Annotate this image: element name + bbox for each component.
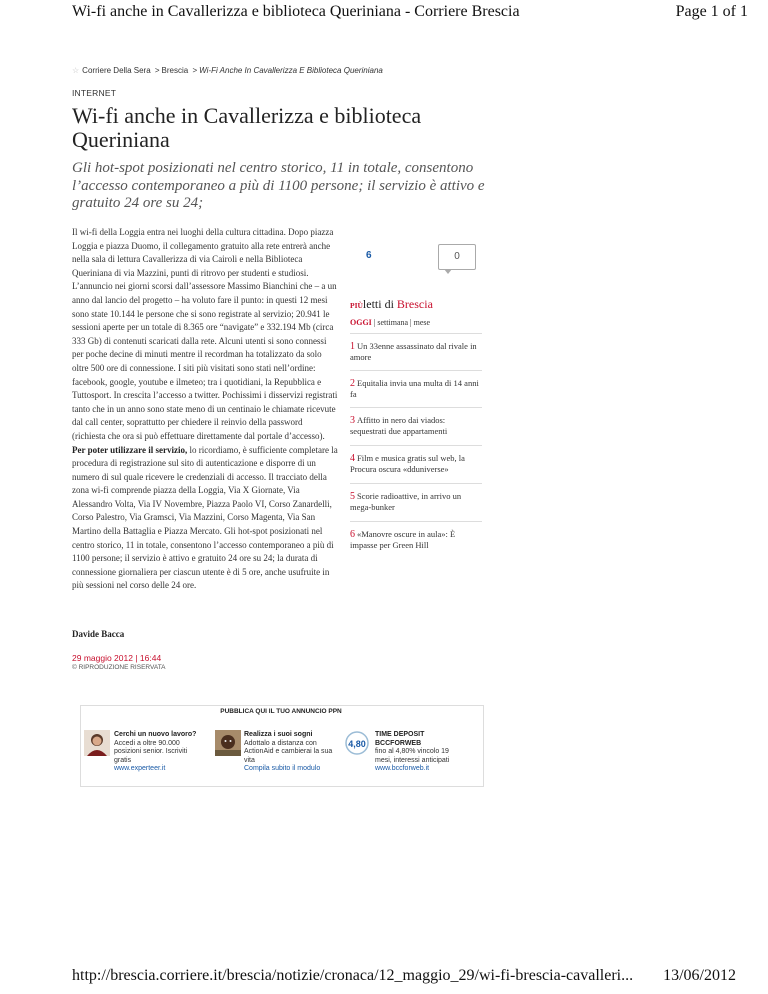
most-read-headline[interactable]: Un 33enne assassinato dal rivale in amore	[350, 341, 477, 362]
share-count[interactable]: 6	[366, 250, 372, 261]
most-read-city: Brescia	[396, 297, 433, 311]
ad-person-thumbnail[interactable]	[84, 730, 110, 756]
article-title: Wi-fi anche in Cavallerizza e biblioteca Queriniana	[72, 103, 422, 152]
tab-separator: |	[371, 318, 378, 327]
breadcrumb-current: Wi-Fi Anche In Cavallerizza E Biblioteca Queriniana	[199, 66, 383, 75]
copyright-notice: © RIPRODUZIONE RISERVATA	[72, 664, 166, 671]
most-read-headline[interactable]: Scorie radioattive, in arrivo un mega-bunker	[350, 491, 462, 512]
divider	[350, 370, 482, 371]
print-footer-date: 13/06/2012	[663, 967, 736, 984]
most-read-tabs	[350, 318, 430, 327]
print-header-title: Wi-fi anche in Cavallerizza e biblioteca Queriniana - Corriere Brescia	[72, 3, 520, 20]
breadcrumb-item-corriere[interactable]: Corriere Della Sera	[82, 66, 151, 75]
divider	[350, 407, 482, 408]
ad-rate-badge[interactable]	[344, 730, 370, 756]
most-read-title-text: letti di	[362, 297, 397, 311]
most-read-item[interactable]	[350, 341, 482, 362]
star-icon: ☆	[72, 66, 80, 75]
most-read-rank: 6	[350, 529, 355, 540]
most-read-prefix: PIÙ	[350, 301, 363, 310]
ad-title[interactable]: Cerchi un nuovo lavoro?	[114, 731, 197, 738]
most-read-rank: 5	[350, 491, 355, 502]
ad-header[interactable]: PUBBLICA QUI IL TUO ANNUNCIO PPN	[220, 708, 342, 715]
most-read-headline[interactable]: «Manovre oscure in aula»: È impasse per Green Hill	[350, 529, 456, 550]
ad-child-thumbnail[interactable]	[215, 730, 241, 756]
divider	[350, 445, 482, 446]
ad-title[interactable]: TIME DEPOSIT BCCFORWEB	[375, 731, 425, 747]
ad-link[interactable]: Compila subito il modulo	[244, 765, 321, 772]
print-footer-url: http://brescia.corriere.it/brescia/notizie/cronaca/12_maggio_29/wi-fi-brescia-cavalleri...	[72, 967, 634, 984]
ad-text: Accedi a oltre 90.000 posizioni senior. Iscriviti gratis	[114, 739, 188, 764]
ad-rate-text: 4,80	[348, 739, 366, 749]
ad-text: Adottalo a distanza con ActionAid e cambierai la sua vita	[244, 739, 333, 764]
article-bold-lead: Per poter utilizzare il servizio,	[72, 444, 188, 455]
divider	[350, 483, 482, 484]
most-read-item[interactable]	[350, 415, 482, 436]
ad-item[interactable]	[114, 731, 206, 774]
print-header-page: Page 1 of 1	[675, 3, 748, 20]
ad-item[interactable]	[244, 731, 334, 774]
breadcrumb-separator: >	[192, 66, 198, 75]
most-read-rank: 4	[350, 453, 355, 464]
tab-settimana[interactable]: settimana	[377, 318, 409, 327]
breadcrumb-separator: >	[154, 66, 160, 75]
article-paragraph-text: lo ricordiamo, è sufficiente completare la procedura di registrazione sul sito di autenticazione e disporre di un numero di sul quale ricevere le credenziali di accesso. Il tracciato della zona wi-fi comprende piazza della Loggia, Via X Giornate, Via Alessandro Volta, Via IV Novembre, Piazza Paolo VI, Corso Zanardelli, Corso Palestro, Via Gramsci, Via Mazzini, Corso Magenta, Via San Martino della Battaglia e Piazza Mercato. Gli hot-spot posizionati nel centro storico, 11 in totale, consentono l’accesso contemporaneo a più di 1100 persone; il servizio è attivo e gratuito 24 ore su 24; la durata di connessione giornaliera per ciascun utente è di 5 ore, anche usufruite in più sessioni nel corso delle 24 ore.	[72, 444, 338, 591]
section-label: INTERNET	[72, 88, 117, 98]
tab-separator: |	[408, 318, 414, 327]
divider	[350, 333, 482, 334]
ad-link[interactable]: www.bccforweb.it	[375, 765, 430, 772]
divider	[350, 521, 482, 522]
most-read-item[interactable]	[350, 453, 482, 474]
most-read-rank: 1	[350, 341, 355, 352]
most-read-headline[interactable]: Equitalia invia una multa di 14 anni fa	[350, 378, 479, 399]
most-read-item[interactable]	[350, 491, 482, 512]
ad-text: fino al 4,80% vincolo 19 mesi, interessi anticipati	[375, 748, 450, 764]
tab-oggi[interactable]: OGGI	[350, 318, 372, 327]
breadcrumb-item-brescia[interactable]: Brescia	[161, 66, 189, 75]
article-author: Davide Bacca	[72, 629, 125, 639]
ad-title[interactable]: Realizza i suoi sogni	[244, 731, 313, 738]
most-read-rank: 2	[350, 378, 355, 389]
tab-mese[interactable]: mese	[413, 318, 431, 327]
most-read-rank: 3	[350, 415, 355, 426]
article-body	[72, 226, 338, 593]
ad-link[interactable]: www.experteer.it	[114, 765, 166, 772]
most-read-headline[interactable]: Film e musica gratis sul web, la Procura oscura «dduniverse»	[350, 453, 465, 474]
most-read-item[interactable]	[350, 378, 482, 399]
article-paragraph: Il wi-fi della Loggia entra nei luoghi della cultura cittadina. Dopo piazza Loggia e piazza Duomo, il collegamento gratuito alla rete entrerà anche nella sala di lettura Cavallerizza di via Cairoli e nella Biblioteca Queriniana di via Mazzini, punti di ritrovo per studenti e studiosi. L’annuncio nei giorni scorsi dall’assessore Massimo Bianchini che – a un anno dal lancio del progetto – ha voluto fare il punto: in questi 12 mesi sono state 10.144 le persone che si sono registrate al servizio; 20.941 le sessioni aperte per un totale di 8.365 ore “navigate” e 332.194 Mb (circa 333 Gb) di contenuti scaricati dalla rete. Alcuni utenti si sono connessi per poche decine di minuti mentre il recordman ha totalizzato da solo oltre 500 ore di connessione. I siti più visitati sono stati nell’ordine: facebook, google, youtube e ilmeteo; tra i quotidiani, la Repubblica e Tuttosport. In crescita l’accesso a twitter. Pochissimi i disservizi registrati tanto che in un anno sono state meno di un centinaio le chiamate ricevute dal call center, soprattutto per chiedere il reinvio della password (richiesta che ora si può effettuare direttamente dal portale d’accesso).	[72, 227, 338, 441]
article-date: 29 maggio 2012 | 16:44	[72, 653, 162, 663]
ad-item[interactable]	[375, 731, 467, 774]
most-read-title	[350, 297, 433, 312]
breadcrumb	[72, 66, 383, 75]
most-read-headline[interactable]: Affitto in nero dai viados: sequestrati due appartamenti	[350, 415, 448, 436]
article-subtitle: Gli hot-spot posizionati nel centro storico, 11 in totale, consentono l’accesso contemporaneo a più di 1100 persone; il servizio è attivo e gratuito 24 ore su 24;	[72, 160, 485, 211]
most-read-item[interactable]	[350, 529, 482, 550]
comment-count-button[interactable]: 0	[438, 244, 476, 270]
article-paragraph	[72, 444, 338, 594]
